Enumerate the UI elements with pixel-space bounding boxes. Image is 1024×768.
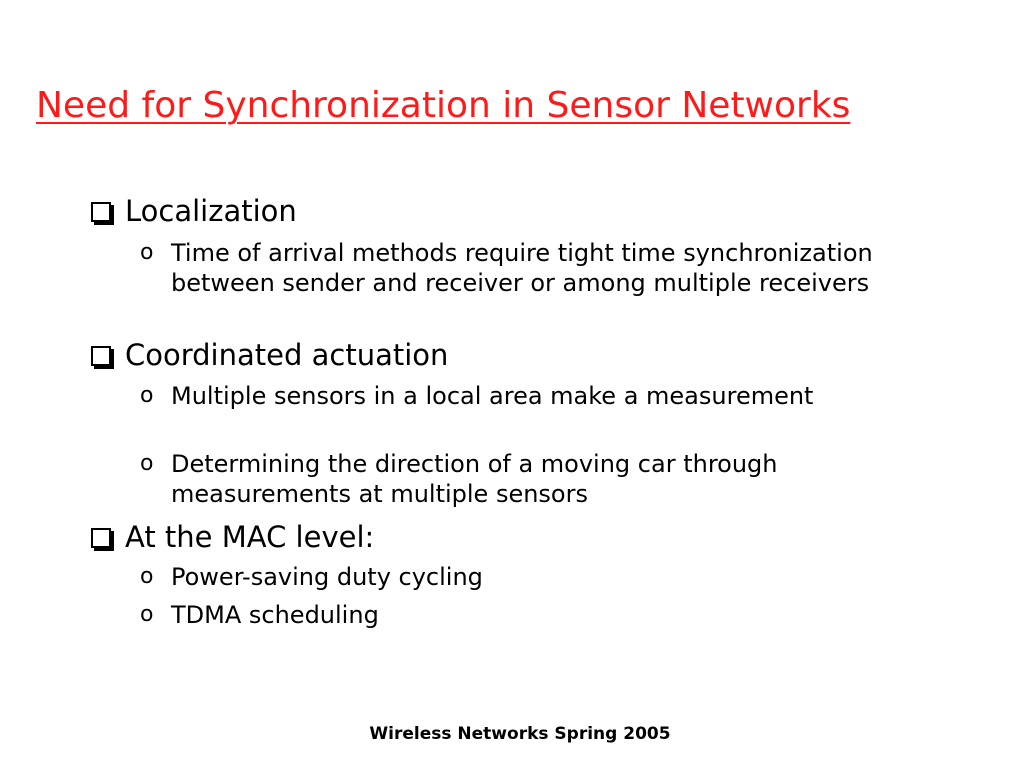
sub-bullet-text: TDMA scheduling bbox=[171, 601, 379, 629]
bullet-label: Localization bbox=[125, 194, 297, 228]
sub-bullet-marker: o bbox=[140, 451, 154, 476]
sub-bullet bbox=[140, 600, 920, 630]
sub-bullet-text: Multiple sensors in a local area make a measurement bbox=[171, 382, 814, 410]
sub-bullet-text: Power-saving duty cycling bbox=[171, 563, 483, 591]
bullet-coordinated-actuation bbox=[91, 337, 448, 373]
sub-bullet-text: Time of arrival methods require tight time synchronization between sender and receiver or among multiple receivers bbox=[171, 239, 873, 297]
sub-bullet-marker: o bbox=[140, 564, 154, 589]
checkbox-icon bbox=[91, 346, 111, 366]
sub-bullet bbox=[140, 381, 920, 411]
sub-bullet-marker: o bbox=[140, 383, 154, 408]
checkbox-icon bbox=[91, 528, 111, 548]
sub-bullet bbox=[140, 449, 920, 509]
bullet-label: At the MAC level: bbox=[125, 520, 375, 554]
sub-bullet bbox=[140, 238, 920, 298]
bullet-mac-level bbox=[91, 519, 374, 555]
sub-bullet-marker: o bbox=[140, 602, 154, 627]
checkbox-icon bbox=[91, 202, 111, 222]
bullet-label: Coordinated actuation bbox=[125, 338, 449, 372]
sub-bullet-marker: o bbox=[140, 240, 154, 265]
sub-bullet bbox=[140, 562, 920, 592]
slide-footer: Wireless Networks Spring 2005 bbox=[369, 724, 671, 744]
sub-bullet-text: Determining the direction of a moving car through measurements at multiple sensors bbox=[171, 450, 778, 508]
bullet-localization bbox=[91, 193, 297, 229]
slide-title: Need for Synchronization in Sensor Networks bbox=[36, 85, 851, 126]
